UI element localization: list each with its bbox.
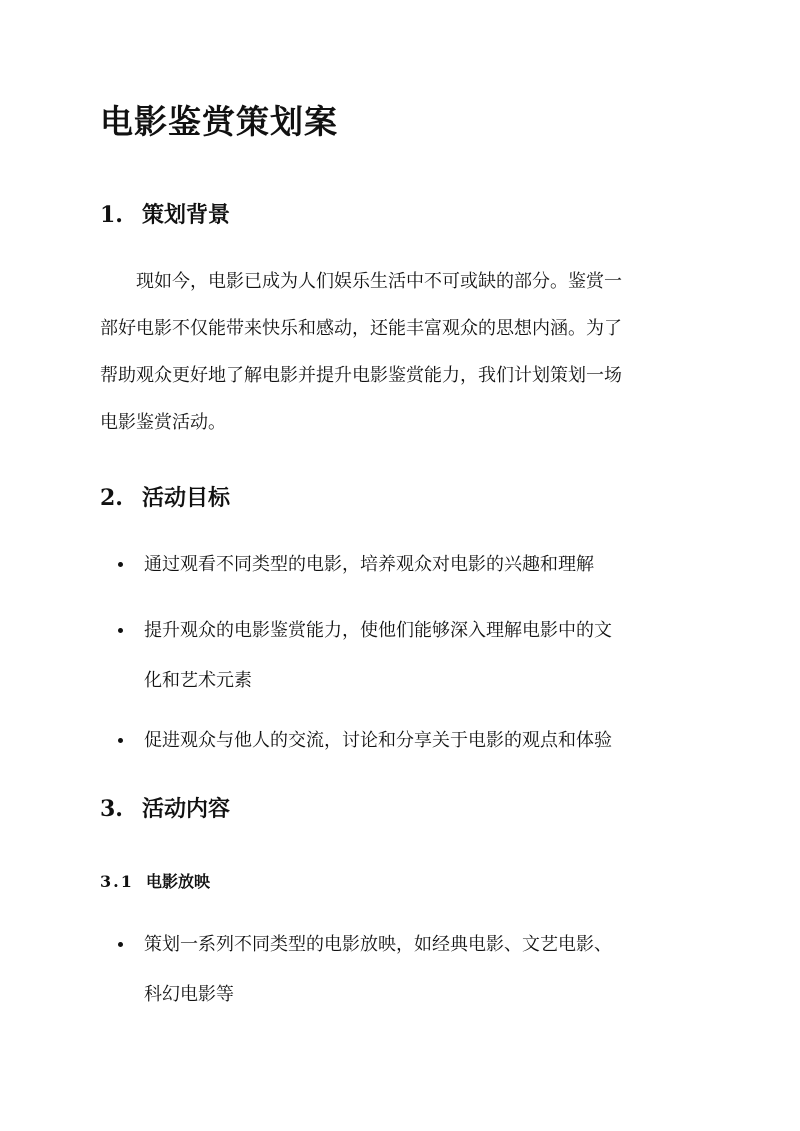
subsection-title: 电影放映: [146, 872, 211, 891]
list-item-text: 促进观众与他人的交流，讨论和分享关于电影的观点和体验: [144, 730, 612, 751]
list-item-text: 策划一系列不同类型的电影放映，如经典电影、文艺电影、: [144, 934, 612, 955]
list-item-text: 科幻电影等: [144, 984, 234, 1005]
paragraph-line: 帮助观众更好地了解电影并提升电影鉴赏能力，我们计划策划一场: [100, 365, 622, 386]
bullet-icon: [118, 738, 123, 743]
list-item: [118, 606, 700, 706]
list-item: [118, 920, 700, 1020]
list-item-text: 通过观看不同类型的电影，培养观众对电影的兴趣和理解: [144, 554, 594, 575]
list-item: [118, 540, 700, 590]
document-title: 电影鉴赏策划案: [100, 102, 338, 141]
section-heading-content: [100, 792, 230, 823]
section-number: 2.: [100, 485, 123, 511]
list-item-text: 提升观众的电影鉴赏能力，使他们能够深入理解电影中的文: [144, 620, 612, 641]
section-number: 3.: [100, 796, 123, 822]
background-paragraph: [100, 258, 700, 446]
section-title: 活动目标: [142, 485, 231, 511]
subsection-number: 3.1: [100, 872, 134, 891]
paragraph-line: 现如今，电影已成为人们娱乐生活中不可或缺的部分。鉴赏一: [100, 271, 622, 292]
section-title: 活动内容: [142, 796, 231, 822]
bullet-icon: [118, 628, 123, 633]
section-title: 策划背景: [142, 202, 231, 228]
paragraph-line: 部好电影不仅能带来快乐和感动，还能丰富观众的思想内涵。为了: [100, 318, 622, 339]
list-item: [118, 716, 700, 766]
section-heading-background: [100, 198, 230, 229]
bullet-icon: [118, 562, 123, 567]
section-number: 1.: [100, 202, 123, 228]
paragraph-line: 电影鉴赏活动。: [100, 412, 226, 433]
section-heading-goals: [100, 481, 230, 512]
bullet-icon: [118, 942, 123, 947]
list-item-text: 化和艺术元素: [144, 670, 252, 691]
subsection-heading-screening: [100, 869, 210, 892]
